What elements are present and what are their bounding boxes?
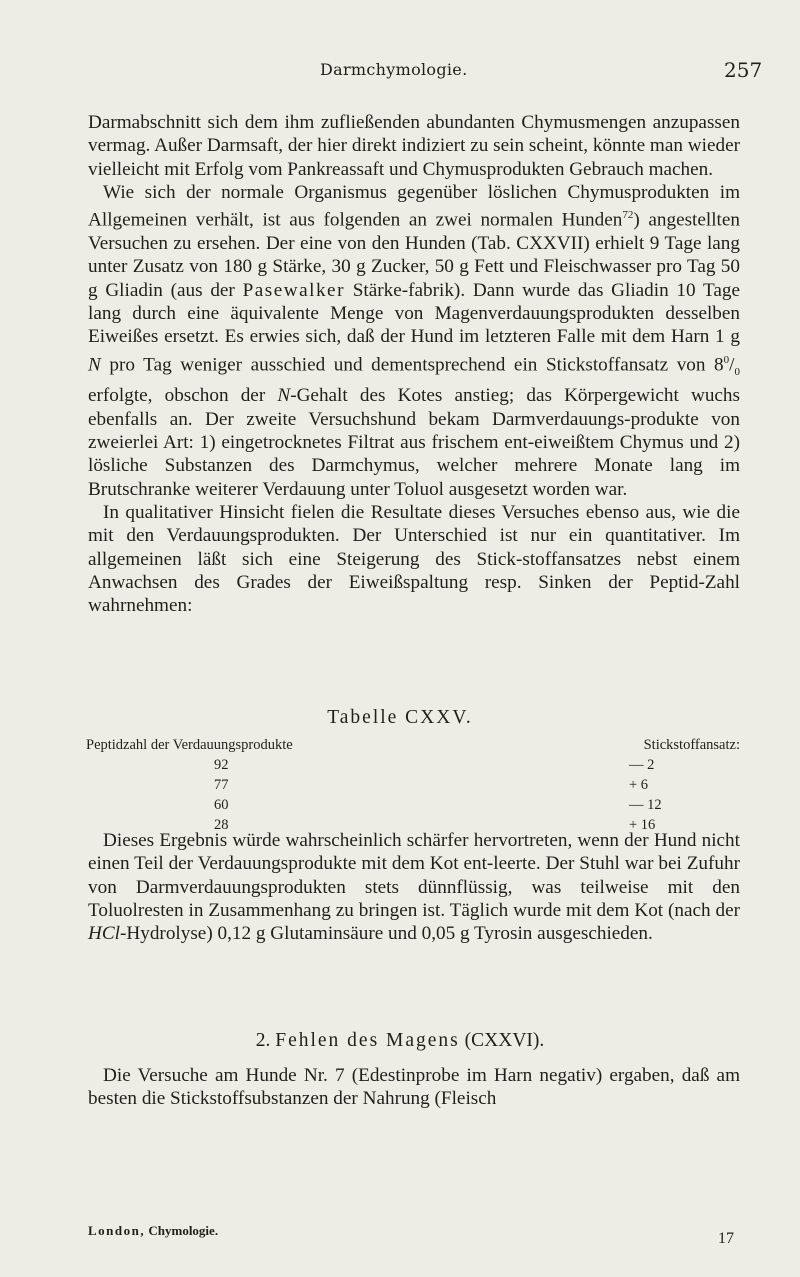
paragraph-continuation: Darmabschnitt sich dem ihm zufließenden abundanten Chymusmengen anzupassen vermag. Außer Darmsaft, der hier direkt indiziert zu sein scheint, könnte man wieder vielleicht mit Erfolg vom Pankreassaft und Chymusprodukten Gebrauch machen. [88,112,740,180]
nitrogen-symbol: N [88,354,101,376]
text-block-after-table [88,829,740,946]
peptid-value: 28 [214,817,229,833]
table-title: Tabelle CXXV. [327,707,473,728]
ansatz-value: — 12 [629,797,662,813]
table-row [86,796,740,816]
hcl-symbol: HCl [88,923,120,945]
text-block-section [88,1064,740,1111]
section-heading [0,1030,800,1052]
paragraph-results: In qualitativer Hinsicht fielen die Resultate dieses Versuches ebenso aus, wie die mit den Verdauungsprodukten. Der Unterschied ist nur ein quantitativer. Im allgemeinen läßt sich eine Steigerung des Stick-stoffansatzes nebst einem Anwachsen des Grades der Eiweißspaltung resp. Sinken der Peptid-Zahl wahrnehmen: [88,502,740,617]
printer-line [88,1223,218,1239]
section-title: Fehlen des Magens [275,1030,460,1051]
company-name: Pasewalker [242,279,345,301]
ansatz-value: + 16 [629,817,656,833]
text-block-before-table [88,111,740,618]
page-number: 257 [724,58,763,82]
ansatz-value: + 6 [629,777,649,793]
peptid-value: 60 [214,797,229,813]
table-header-ansatz: Stickstoffansatz: [643,737,740,753]
footnote-ref: 72 [622,209,634,222]
section-number: 2. [255,1030,271,1051]
peptid-value: 92 [214,757,229,773]
table-row [86,776,740,796]
nitrogen-symbol: N [277,385,291,407]
peptid-value: 77 [214,777,229,793]
footer-city: London, [88,1223,146,1238]
signature-number: 17 [718,1230,734,1247]
table-row [86,756,740,776]
paragraph-section: Die Versuche am Hunde Nr. 7 (Edestinprobe im Harn negativ) ergaben, daß am besten die Stickstoffsubstanzen der Nahrung (Fleisch [88,1065,740,1110]
section-table-ref: (CXXVI). [464,1030,545,1051]
ansatz-value: — 2 [629,757,655,773]
running-title: Darmchymologie. [320,60,468,79]
paragraph-experiment: Wie sich der normale Organismus gegenüber löslichen Chymusprodukten im Allgemeinen verhält, ist aus folgenden an zwei normalen Hunden$^{72}$) angestellten Versuchen zu ersehen. Der eine von den Hunden (Tab. CXXVII) erhielt 9 Tage lang unter Zusatz von 180 g Stärke, 30 g Zucker, 50 g Fett und Fleischwasser pro Tag 50 g Gliadin (aus der Pasewalker Stärke-fabrik). Dann wurde das Gliadin 10 Tage lang durch eine äquivalente Menge von Magenverdauungsprodukten desselben Eiweißes ersetzt. Es erwies sich, daß der Hund im letzteren Falle mit dem Harn 1 g N pro Tag weniger ausschied und dementsprechend ein Stickstoffansatz von $8^0/_0$ erfolgte, obschon der N-Gehalt des Kotes anstieg; das Körpergewicht wuchs ebenfalls an. Der zweite Versuchshund bekam Darmverdauungs-produkte von zweierlei Art: 1) eingetrocknetes Filtrat aus frischem ent-eiweißtem Chymus und 2) lösliche Substanzen des Darmchymus, welcher mehrere Monate lang im Brutschranke weiterer Verdauung unter Toluol ausgesetzt worden war. [88,182,741,500]
table-header-peptid: Peptidzahl der Verdauungsprodukte [86,737,293,753]
footer-book: Chymologie. [148,1223,219,1238]
paragraph-result-discussion: Dieses Ergebnis würde wahrscheinlich schärfer hervortreten, wenn der Hund nicht einen Teil der Verdauungsprodukte mit dem Kot ent-leerte. Der Stuhl war bei Zufuhr von Darmverdauungsprodukten stets dünnflüssig, was teilweise mit den Toluolresten in Zusammenhang zu bringen ist. Täglich wurde mit dem Kot (nach der HCl-Hydrolyse) 0,12 g Glutaminsäure und 0,05 g Tyrosin ausgeschieden. [88,830,740,945]
